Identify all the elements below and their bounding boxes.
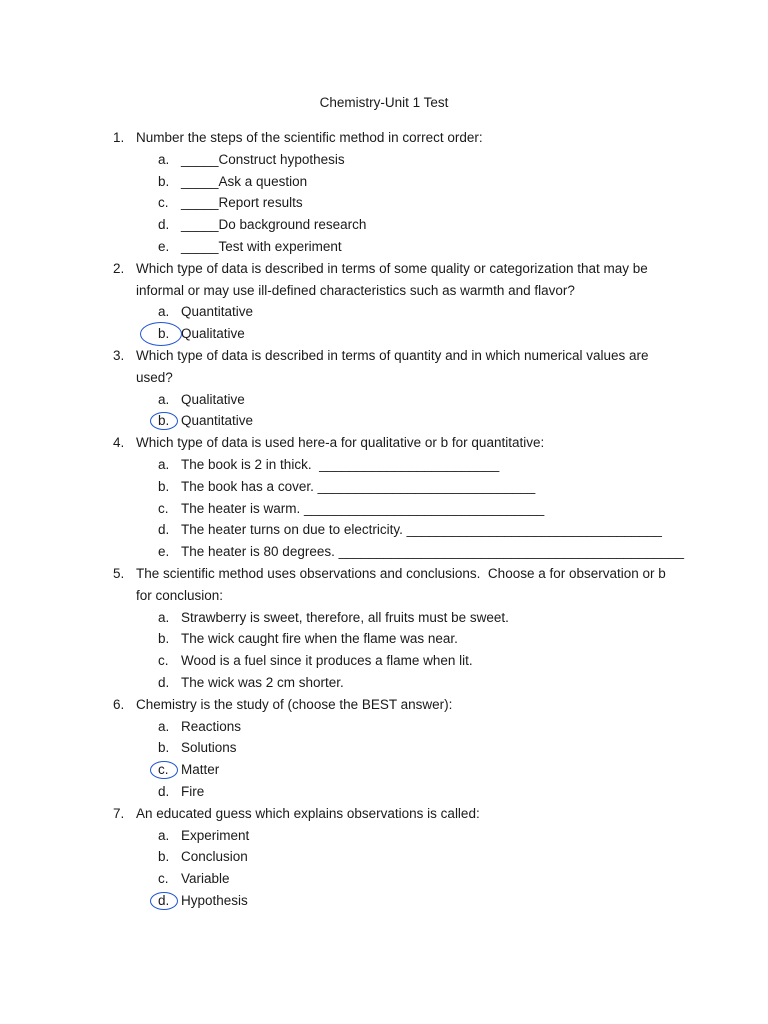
question-number: 7. [113,805,125,821]
option-letter: e. [158,239,170,254]
option-text: _____Report results [181,195,303,211]
option-text: Hypothesis [181,893,248,908]
option-text: The heater turns on due to electricity. __________________________________ [181,522,662,538]
answer-circle-mark [150,412,178,430]
option-text: The book has a cover. _____________________________ [181,478,536,494]
option-letter: d. [158,522,170,538]
option-letter: b. [158,631,170,647]
option-text: Strawberry is sweet, therefore, all fruits must be sweet. [181,609,509,625]
question-text: Number the steps of the scientific method in correct order: [136,130,483,145]
question-text: Which type of data is described in terms of some quality or categorization that may be [136,260,648,276]
answer-circle-mark [150,892,178,910]
option-letter: a. [158,609,170,625]
option-letter: d. [158,893,170,908]
option-letter: a. [158,304,170,320]
option-text: Variable [181,871,230,887]
option-text: Wood is a fuel since it produces a flame when lit. [181,653,473,669]
option-letter: a. [158,151,170,167]
option-text: _____Ask a question [181,173,308,189]
question-text: for conclusion: [136,587,224,603]
question-text: Chemistry is the study of (choose the BEST answer): [136,696,453,712]
question-number: 5. [113,566,125,581]
option-letter: a. [158,827,170,843]
question-text: informal or may use ill-defined characteristics such as warmth and flavor? [136,282,575,298]
option-letter: b. [158,478,170,494]
option-letter: a. [158,718,170,734]
option-letter: b. [158,173,170,189]
option-text: Fire [181,784,205,799]
option-text: Experiment [181,827,250,843]
option-text: Quantitative [181,413,254,429]
option-text: Matter [181,762,220,778]
option-text: Qualitative [181,326,245,342]
page-title: Chemistry-Unit 1 Test [319,95,449,110]
option-letter: c. [158,500,169,516]
option-letter: b. [158,413,170,429]
option-text: _____Do background research [181,217,367,233]
option-text: Reactions [181,718,242,734]
answer-circle-mark [150,761,178,779]
option-letter: b. [158,326,170,342]
option-text: The wick was 2 cm shorter. [181,675,344,690]
option-text: Qualitative [181,391,245,407]
question-text: Which type of data is described in terms of quantity and in which numerical values are [136,348,649,363]
question-text: used? [136,369,173,385]
question-text: The scientific method uses observations and conclusions. Choose a for observation or b [136,566,666,581]
option-text: _____Construct hypothesis [181,151,345,167]
option-text: The book is 2 in thick. ________________________ [181,457,500,472]
option-text: Conclusion [181,849,248,865]
option-letter: a. [158,457,170,472]
option-letter: d. [158,784,170,799]
question-number: 2. [113,260,125,276]
question-number: 3. [113,348,125,363]
option-text: Quantitative [181,304,254,320]
question-text: An educated guess which explains observations is called: [136,805,480,821]
option-text: _____Test with experiment [181,239,342,254]
option-letter: d. [158,675,170,690]
option-letter: c. [158,871,169,887]
option-letter: d. [158,217,170,233]
option-text: The heater is warm. ________________________________ [181,500,545,516]
option-letter: b. [158,849,170,865]
option-text: The heater is 80 degrees. ______________________________________________ [181,544,684,560]
option-text: The wick caught fire when the flame was near. [181,631,458,647]
answer-circle-mark [140,322,182,346]
question-number: 4. [113,435,125,451]
question-text: Which type of data is used here-a for qualitative or b for quantitative: [136,435,545,451]
question-number: 1. [113,130,125,145]
option-letter: a. [158,391,170,407]
option-letter: b. [158,740,170,756]
option-text: Solutions [181,740,237,756]
option-letter: e. [158,544,170,560]
option-letter: c. [158,762,169,778]
question-number: 6. [113,696,125,712]
option-letter: c. [158,195,169,211]
option-letter: c. [158,653,169,669]
